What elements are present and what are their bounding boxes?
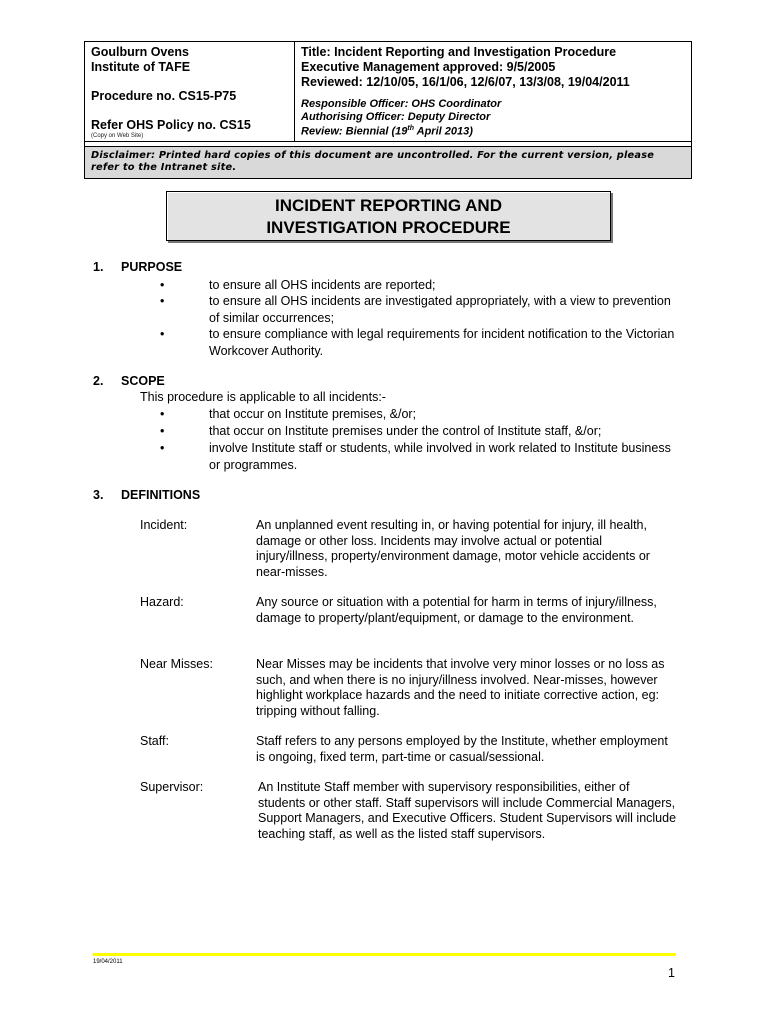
- page-number: 1: [668, 966, 675, 980]
- scope-item-2: that occur on Institute premises under the control of Institute staff, &/or;: [209, 424, 602, 438]
- review-dates: Reviewed: 12/10/05, 16/1/06, 12/6/07, 13/3/08, 19/04/2011: [301, 75, 630, 89]
- policy-reference: Refer OHS Policy no. CS15: [91, 118, 251, 132]
- approval-date: Executive Management approved: 9/5/2005: [301, 60, 556, 74]
- bullet: •: [160, 424, 165, 438]
- definition-term-near-misses: Near Misses:: [140, 657, 213, 671]
- bullet: •: [160, 327, 165, 341]
- bullet: •: [160, 294, 165, 308]
- document-title-line1: INCIDENT REPORTING AND: [275, 196, 502, 215]
- scope-intro: This procedure is applicable to all incidents:-: [140, 390, 386, 404]
- section-title: SCOPE: [121, 374, 165, 388]
- org-name-line2: Institute of TAFE: [91, 60, 191, 74]
- purpose-item-2: to ensure all OHS incidents are investigated appropriately, with a view to prevention of similar occurrences;: [209, 294, 671, 325]
- authorising-officer: Authorising Officer: Deputy Director: [301, 110, 491, 123]
- header-left-cell: [85, 42, 295, 141]
- review-schedule: [301, 123, 691, 138]
- definition-term-incident: Incident:: [140, 518, 188, 532]
- scope-item-1: that occur on Institute premises, &/or;: [209, 407, 417, 421]
- section-title: DEFINITIONS: [121, 488, 201, 502]
- footer-date: 19/04/2011: [93, 959, 123, 965]
- purpose-item-1: to ensure all OHS incidents are reported;: [209, 278, 436, 292]
- definition-text-near-misses: Near Misses may be incidents that involve very minor losses or no loss as such, and when there is no injury/illness involved. Near-misses, however highlight workplace hazards and the need to initiate corrective action, eg: tripping without falling.: [256, 657, 665, 718]
- header-top-row: [85, 42, 691, 142]
- definition-term-staff: Staff:: [140, 734, 169, 748]
- header-right-cell: [295, 42, 691, 141]
- bullet: •: [160, 407, 165, 421]
- bullet: •: [160, 278, 165, 292]
- section-definitions-heading: [93, 488, 200, 502]
- bullet: •: [160, 441, 165, 455]
- review-suffix: April 2013): [413, 125, 473, 138]
- org-name-line1: Goulburn Ovens: [91, 45, 189, 59]
- scope-item-3: involve Institute staff or students, while involved in work related to Institute business or programmes.: [209, 441, 671, 472]
- definition-text-hazard: Any source or situation with a potential for harm in terms of injury/illness, damage to property/plant/equipment, or damage to the environment.: [256, 595, 657, 625]
- definition-text-staff: Staff refers to any persons employed by the Institute, whether employment is ongoing, fixed term, part-time or casual/sessional.: [256, 734, 668, 764]
- definition-text-incident: An unplanned event resulting in, or having potential for injury, ill health, damage or other loss. Incidents may involve actual or potential injury/illness, property/environment damage, motor vehicle accidents or near-misses.: [256, 518, 650, 579]
- definition-term-hazard: Hazard:: [140, 595, 184, 609]
- footer-rule: [93, 953, 676, 956]
- section-number: 3.: [93, 488, 104, 502]
- procedure-title: Title: Incident Reporting and Investigation Procedure: [301, 45, 617, 59]
- definition-term-supervisor: Supervisor:: [140, 780, 204, 794]
- section-scope-heading: [93, 374, 165, 388]
- section-title: PURPOSE: [121, 260, 183, 274]
- document-title-box: [166, 191, 611, 241]
- section-number: 1.: [93, 260, 104, 274]
- disclaimer: Disclaimer: Printed hard copies of this document are uncontrolled. For the current version, please refer to the Intranet site.: [85, 146, 691, 178]
- policy-note: (Copy on Web Site): [91, 133, 144, 139]
- section-number: 2.: [93, 374, 104, 388]
- definition-text-supervisor: An Institute Staff member with supervisory responsibilities, either of students or other staff. Staff supervisors will include Commercial Managers, Support Managers, and Executive Officers. Student Supervisors will include teaching staff, as well as the listed staff supervisors.: [258, 780, 677, 841]
- review-prefix: Review: Biennial (19: [301, 125, 408, 138]
- document-header-table: [84, 41, 692, 179]
- procedure-number: Procedure no. CS15-P75: [91, 89, 237, 103]
- section-purpose-heading: [93, 260, 182, 274]
- purpose-item-3: to ensure compliance with legal requirements for incident notification to the Victorian Workcover Authority.: [209, 327, 675, 358]
- document-title-line2: INVESTIGATION PROCEDURE: [266, 218, 511, 237]
- responsible-officer: Responsible Officer: OHS Coordinator: [301, 98, 502, 110]
- review-sup: th: [407, 125, 414, 132]
